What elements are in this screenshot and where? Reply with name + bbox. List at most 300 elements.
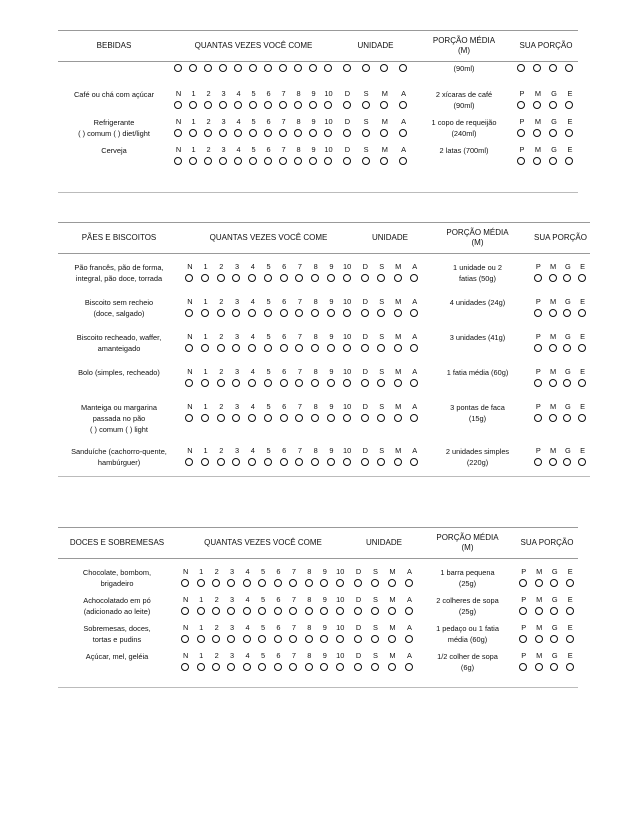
frequency-radio[interactable] [217,379,225,387]
unit-radio[interactable] [371,607,379,615]
frequency-radio[interactable] [249,129,257,137]
unit-options [357,344,423,354]
your-portion-radio[interactable] [578,414,586,422]
frequency-radio[interactable] [264,129,272,137]
unit-radio[interactable] [405,579,413,587]
frequency-letter: 4 [245,595,250,604]
frequency-radio[interactable] [234,157,242,165]
your-portion-radio[interactable] [563,414,571,422]
frequency-radio[interactable] [185,379,193,387]
unit-radio[interactable] [354,579,362,587]
your-portion-radio[interactable] [565,101,573,109]
frequency-radio[interactable] [212,579,220,587]
unit-radio[interactable] [410,344,418,352]
unit-radio[interactable] [343,101,351,109]
frequency-radio[interactable] [295,379,303,387]
unit-radio[interactable] [354,607,362,615]
your-portion-radio[interactable] [578,309,586,317]
unit-radio[interactable] [343,64,351,72]
your-portion-radio[interactable] [550,635,558,643]
your-portion-radio[interactable] [549,414,557,422]
frequency-radio[interactable] [343,458,351,466]
your-portion-radio[interactable] [549,274,557,282]
unit-radio[interactable] [380,64,388,72]
frequency-radio[interactable] [212,663,220,671]
frequency-radio[interactable] [305,635,313,643]
frequency-radio[interactable] [320,579,328,587]
unit-radio[interactable] [380,157,388,165]
frequency-radio[interactable] [309,129,317,137]
frequency-radio[interactable] [217,274,225,282]
frequency-letter: 6 [266,89,271,98]
frequency-radio[interactable] [279,64,287,72]
frequency-radio[interactable] [217,344,225,352]
frequency-radio[interactable] [197,635,205,643]
frequency-radio[interactable] [232,309,240,317]
frequency-letter: 9 [311,117,316,126]
your-portion-radio[interactable] [519,607,527,615]
frequency-letter: 7 [297,367,303,376]
frequency-radio[interactable] [343,414,351,422]
frequency-radio[interactable] [189,101,197,109]
unit-radio[interactable] [405,663,413,671]
unit-letters [357,262,423,272]
frequency-radio[interactable] [305,663,313,671]
frequency-radio[interactable] [174,129,182,137]
frequency-radio[interactable] [264,157,272,165]
frequency-radio[interactable] [336,607,344,615]
your-portion-radio[interactable] [519,663,527,671]
frequency-radio[interactable] [185,344,193,352]
unit-radio[interactable] [410,309,418,317]
frequency-radio[interactable] [295,458,303,466]
unit-radio[interactable] [343,157,351,165]
frequency-radio[interactable] [327,309,335,317]
your-portion-letter: P [535,262,541,271]
unit-radio[interactable] [361,379,369,387]
frequency-radio[interactable] [305,579,313,587]
frequency-radio[interactable] [311,458,319,466]
unit-radio[interactable] [377,414,385,422]
frequency-radio[interactable] [227,663,235,671]
frequency-radio[interactable] [201,414,209,422]
unit-radio[interactable] [394,309,402,317]
unit-radio[interactable] [380,129,388,137]
your-portion-radio[interactable] [566,663,574,671]
unit-radio[interactable] [410,274,418,282]
your-portion-radio[interactable] [549,64,557,72]
your-portion-radio[interactable] [535,663,543,671]
frequency-radio[interactable] [324,64,332,72]
unit-radio[interactable] [394,379,402,387]
unit-radio[interactable] [410,458,418,466]
unit-radio[interactable] [362,64,370,72]
frequency-radio[interactable] [264,274,272,282]
your-portion-radio[interactable] [517,64,525,72]
unit-radio[interactable] [343,129,351,137]
your-portion-radio[interactable] [517,157,525,165]
frequency-radio[interactable] [327,274,335,282]
frequency-radio[interactable] [243,635,251,643]
frequency-radio[interactable] [201,344,209,352]
your-portion-radio[interactable] [535,607,543,615]
unit-radio[interactable] [380,101,388,109]
unit-radio[interactable] [371,663,379,671]
frequency-radio[interactable] [311,379,319,387]
unit-radio[interactable] [399,101,407,109]
your-portion-radio[interactable] [534,458,542,466]
your-portion-radio[interactable] [550,607,558,615]
frequency-radio[interactable] [343,274,351,282]
frequency-radio[interactable] [309,101,317,109]
frequency-radio[interactable] [219,101,227,109]
section-title: PÃES E BISCOITOS [81,233,157,242]
frequency-radio[interactable] [197,607,205,615]
frequency-radio[interactable] [264,64,272,72]
your-portion-radio[interactable] [578,379,586,387]
frequency-radio[interactable] [280,344,288,352]
frequency-radio[interactable] [343,379,351,387]
frequency-radio[interactable] [324,129,332,137]
unit-radio[interactable] [354,635,362,643]
unit-radio[interactable] [394,458,402,466]
frequency-radio[interactable] [217,458,225,466]
unit-radio[interactable] [361,414,369,422]
your-portion-radio[interactable] [550,579,558,587]
frequency-radio[interactable] [232,414,240,422]
frequency-radio[interactable] [258,607,266,615]
food-label [58,651,176,662]
frequency-radio[interactable] [181,607,189,615]
frequency-radio[interactable] [243,607,251,615]
frequency-radio[interactable] [343,309,351,317]
unit-radio[interactable] [361,344,369,352]
unit-radio[interactable] [405,635,413,643]
your-portion-radio[interactable] [533,157,541,165]
unit-radio[interactable] [399,129,407,137]
frequency-radio[interactable] [174,157,182,165]
frequency-radio[interactable] [204,129,212,137]
frequency-radio[interactable] [174,101,182,109]
frequency-radio[interactable] [280,379,288,387]
unit-radio[interactable] [410,414,418,422]
frequency-radio[interactable] [248,309,256,317]
frequency-letter: 8 [307,623,312,632]
frequency-letter: 8 [313,367,318,376]
unit-radio[interactable] [371,635,379,643]
your-portion-radio[interactable] [549,101,557,109]
your-portion-radio[interactable] [533,129,541,137]
frequency-radio[interactable] [189,157,197,165]
unit-radio[interactable] [388,579,396,587]
frequency-radio[interactable] [264,344,272,352]
frequency-radio[interactable] [264,309,272,317]
your-portion-radio[interactable] [563,274,571,282]
frequency-radio[interactable] [309,157,317,165]
section-bottom-rule [58,192,578,193]
frequency-radio[interactable] [248,414,256,422]
frequency-radio[interactable] [212,635,220,643]
frequency-radio[interactable] [294,64,302,72]
your-portion-radio[interactable] [549,458,557,466]
frequency-radio[interactable] [181,663,189,671]
food-label-line: tortas e pudins [92,635,142,644]
your-portion-radio[interactable] [549,157,557,165]
frequency-radio[interactable] [189,64,197,72]
your-portion-radio[interactable] [578,274,586,282]
frequency-radio[interactable] [327,414,335,422]
frequency-radio[interactable] [181,635,189,643]
frequency-radio[interactable] [248,344,256,352]
your-portion-radio[interactable] [517,129,525,137]
frequency-radio[interactable] [289,607,297,615]
your-portion-radio[interactable] [534,274,542,282]
frequency-radio[interactable] [197,663,205,671]
frequency-radio[interactable] [217,309,225,317]
frequency-radio[interactable] [280,414,288,422]
frequency-radio[interactable] [295,309,303,317]
frequency-radio[interactable] [232,379,240,387]
frequency-letter: N [187,446,193,455]
unit-options [357,309,423,319]
your-portion-radio[interactable] [549,309,557,317]
your-portion-radio[interactable] [578,344,586,352]
unit-letter: A [407,623,412,632]
your-portion-options [516,579,578,589]
frequency-radio[interactable] [295,344,303,352]
frequency-radio[interactable] [227,607,235,615]
your-portion-letter: G [551,89,557,98]
unit-radio[interactable] [388,635,396,643]
unit-radio[interactable] [410,379,418,387]
your-portion-radio[interactable] [565,64,573,72]
frequency-radio[interactable] [309,64,317,72]
unit-letter: D [362,402,368,411]
frequency-radio[interactable] [311,309,319,317]
frequency-radio[interactable] [327,344,335,352]
frequency-options [182,344,355,354]
frequency-radio[interactable] [279,101,287,109]
frequency-radio[interactable] [311,344,319,352]
frequency-radio[interactable] [181,579,189,587]
frequency-radio[interactable] [279,129,287,137]
your-portion-radio[interactable] [533,101,541,109]
frequency-radio[interactable] [324,101,332,109]
frequency-radio[interactable] [185,309,193,317]
your-portion-radio[interactable] [519,579,527,587]
unit-radio[interactable] [362,129,370,137]
frequency-radio[interactable] [219,157,227,165]
frequency-radio[interactable] [274,607,282,615]
your-portion-radio[interactable] [549,379,557,387]
your-portion-radio[interactable] [563,458,571,466]
frequency-radio[interactable] [289,635,297,643]
frequency-radio[interactable] [274,579,282,587]
frequency-radio[interactable] [327,379,335,387]
frequency-radio[interactable] [295,274,303,282]
frequency-radio[interactable] [204,101,212,109]
unit-radio[interactable] [377,458,385,466]
frequency-radio[interactable] [258,635,266,643]
frequency-radio[interactable] [320,607,328,615]
frequency-radio[interactable] [243,663,251,671]
your-portion-radio[interactable] [549,344,557,352]
frequency-radio[interactable] [212,607,220,615]
your-portion-radio[interactable] [563,344,571,352]
frequency-radio[interactable] [294,129,302,137]
frequency-radio[interactable] [289,579,297,587]
frequency-radio[interactable] [204,157,212,165]
frequency-radio[interactable] [201,379,209,387]
your-portion-radio[interactable] [565,129,573,137]
your-portion-radio[interactable] [534,379,542,387]
your-portion-radio[interactable] [549,129,557,137]
unit-radio[interactable] [362,101,370,109]
your-portion-radio[interactable] [535,635,543,643]
frequency-radio[interactable] [249,157,257,165]
unit-radio[interactable] [354,663,362,671]
your-portion-radio[interactable] [534,414,542,422]
frequency-radio[interactable] [336,579,344,587]
frequency-radio[interactable] [311,274,319,282]
frequency-radio[interactable] [258,663,266,671]
frequency-radio[interactable] [217,414,225,422]
unit-radio[interactable] [377,379,385,387]
frequency-radio[interactable] [336,635,344,643]
frequency-radio[interactable] [264,458,272,466]
your-portion-radio[interactable] [534,309,542,317]
unit-radio[interactable] [399,64,407,72]
unit-radio[interactable] [405,607,413,615]
frequency-radio[interactable] [294,157,302,165]
unit-radio[interactable] [361,458,369,466]
your-portion-radio[interactable] [517,101,525,109]
your-portion-options [514,101,578,111]
unit-radio[interactable] [394,274,402,282]
frequency-radio[interactable] [327,458,335,466]
your-portion-radio[interactable] [519,635,527,643]
your-portion-radio[interactable] [566,635,574,643]
frequency-radio[interactable] [201,458,209,466]
frequency-radio[interactable] [248,458,256,466]
frequency-radio[interactable] [249,64,257,72]
your-portion-radio[interactable] [566,607,574,615]
frequency-radio[interactable] [274,663,282,671]
your-portion-radio[interactable] [563,379,571,387]
frequency-radio[interactable] [264,101,272,109]
your-portion-radio[interactable] [550,663,558,671]
frequency-radio[interactable] [174,64,182,72]
frequency-radio[interactable] [204,64,212,72]
frequency-radio[interactable] [264,379,272,387]
frequency-radio[interactable] [320,663,328,671]
frequency-radio[interactable] [189,129,197,137]
unit-options [338,157,413,167]
your-portion-radio[interactable] [535,579,543,587]
unit-radio[interactable] [361,274,369,282]
frequency-letter: 4 [245,623,250,632]
unit-radio[interactable] [388,607,396,615]
your-portion-radio[interactable] [565,157,573,165]
frequency-radio[interactable] [336,663,344,671]
frequency-radio[interactable] [295,414,303,422]
frequency-radio[interactable] [227,579,235,587]
food-label [58,117,170,139]
your-portion-letters [514,117,578,127]
frequency-radio[interactable] [234,64,242,72]
frequency-letter: 7 [297,262,303,271]
unit-radio[interactable] [377,344,385,352]
frequency-letters [178,595,348,605]
unit-radio[interactable] [399,157,407,165]
unit-radio[interactable] [362,157,370,165]
unit-radio[interactable] [388,663,396,671]
frequency-letter: 10 [336,651,345,660]
portion-text-line: (6g) [460,663,475,672]
your-portion-radio[interactable] [534,344,542,352]
frequency-radio[interactable] [201,309,209,317]
portion-header [425,223,530,253]
unit-radio[interactable] [371,579,379,587]
frequency-radio[interactable] [185,414,193,422]
frequency-radio[interactable] [219,64,227,72]
frequency-radio[interactable] [279,157,287,165]
frequency-radio[interactable] [185,458,193,466]
your-portion-options [531,344,590,354]
frequency-radio[interactable] [305,607,313,615]
frequency-radio[interactable] [311,414,319,422]
your-portion-radio[interactable] [563,309,571,317]
frequency-letter: 2 [219,262,224,271]
frequency-radio[interactable] [264,414,272,422]
frequency-radio[interactable] [294,101,302,109]
frequency-radio[interactable] [248,274,256,282]
frequency-radio[interactable] [232,274,240,282]
unit-radio[interactable] [377,274,385,282]
frequency-radio[interactable] [185,274,193,282]
frequency-radio[interactable] [232,458,240,466]
frequency-radio[interactable] [232,344,240,352]
frequency-radio[interactable] [324,157,332,165]
frequency-radio[interactable] [234,101,242,109]
frequency-radio[interactable] [219,129,227,137]
unit-radio[interactable] [377,309,385,317]
frequency-radio[interactable] [249,101,257,109]
your-portion-radio[interactable] [578,458,586,466]
frequency-radio[interactable] [343,344,351,352]
frequency-radio[interactable] [280,274,288,282]
portion-header [415,31,513,61]
frequency-radio[interactable] [197,579,205,587]
frequency-radio[interactable] [280,458,288,466]
frequency-radio[interactable] [201,274,209,282]
frequency-radio[interactable] [258,579,266,587]
frequency-radio[interactable] [280,309,288,317]
food-label-line: Achocolatado em pó [83,596,151,605]
frequency-radio[interactable] [243,579,251,587]
unit-radio[interactable] [361,309,369,317]
frequency-radio[interactable] [248,379,256,387]
unit-radio[interactable] [394,344,402,352]
frequency-radio[interactable] [234,129,242,137]
frequency-radio[interactable] [227,635,235,643]
your-portion-radio[interactable] [566,579,574,587]
unit-radio[interactable] [394,414,402,422]
your-portion-radio[interactable] [533,64,541,72]
frequency-radio[interactable] [320,635,328,643]
frequency-radio[interactable] [274,635,282,643]
frequency-radio[interactable] [289,663,297,671]
